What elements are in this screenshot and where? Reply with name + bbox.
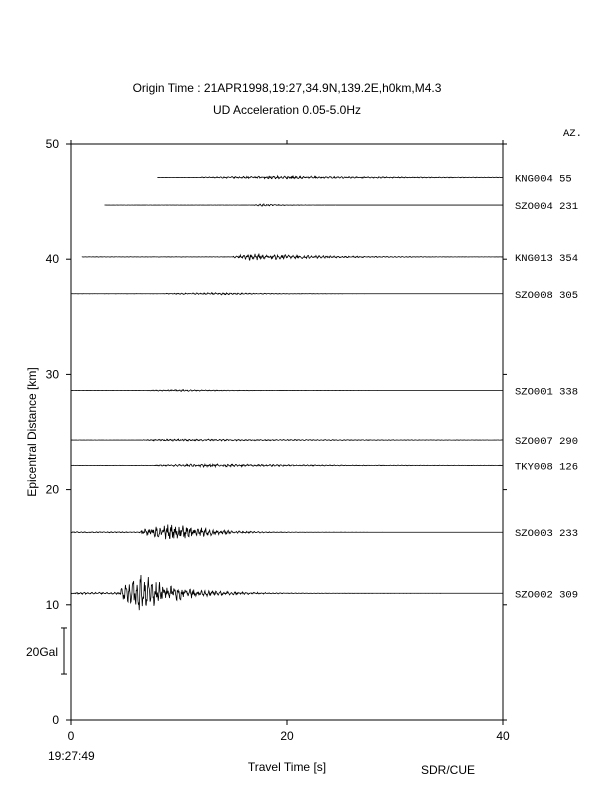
- trace-SZO003: [71, 525, 503, 540]
- chart-subtitle: UD Acceleration 0.05-5.0Hz: [212, 103, 362, 117]
- waveform-traces: [71, 176, 503, 610]
- plot-frame: [71, 144, 503, 720]
- y-tick-label: 40: [45, 252, 59, 267]
- azimuth-header: AZ.: [563, 128, 582, 140]
- amplitude-scale-bar: [26, 628, 67, 674]
- y-tick-label: 0: [52, 713, 59, 727]
- x-axis-label: Travel Time [s]: [247, 760, 327, 774]
- station-label-KNG004: KNG004 55: [515, 173, 572, 186]
- y-tick-label: 50: [45, 137, 59, 151]
- station-label-KNG013: KNG013 354: [515, 252, 579, 265]
- trace-SZO007: [71, 439, 503, 441]
- trace-SZO002: [71, 575, 503, 610]
- x-tick-label: 0: [67, 729, 75, 743]
- trace-KNG013: [82, 254, 503, 261]
- record-start-time: 19:27:49: [48, 749, 95, 763]
- credit-label: SDR/CUE: [420, 763, 476, 777]
- station-label-SZO001: SZO001 338: [515, 386, 579, 399]
- station-label-SZO002: SZO002 309: [515, 589, 579, 602]
- station-label-SZO007: SZO007 290: [515, 436, 579, 449]
- station-label-TKY008: TKY008 126: [515, 461, 579, 474]
- station-labels: [515, 173, 578, 601]
- chart-title: Origin Time : 21APR1998,19:27,34.9N,139.2E,h0km,M4.3: [132, 81, 442, 95]
- x-tick-label: 20: [280, 729, 294, 743]
- trace-SZO001: [71, 390, 503, 392]
- scale-bar-label: 20Gal: [26, 645, 59, 659]
- y-tick-label: 20: [45, 482, 59, 497]
- station-label-SZO003: SZO003 233: [515, 528, 579, 541]
- y-axis-label: Epicentral Distance [km]: [25, 367, 39, 497]
- trace-SZO004: [104, 204, 502, 206]
- x-tick-label: 40: [496, 729, 510, 743]
- y-tick-label: 10: [45, 597, 59, 612]
- trace-TKY008: [71, 464, 503, 467]
- y-tick-label: 30: [45, 367, 59, 382]
- station-label-SZO004: SZO004 231: [515, 201, 579, 214]
- station-label-SZO008: SZO008 305: [515, 289, 579, 302]
- trace-SZO008: [71, 293, 503, 295]
- trace-KNG004: [157, 176, 503, 179]
